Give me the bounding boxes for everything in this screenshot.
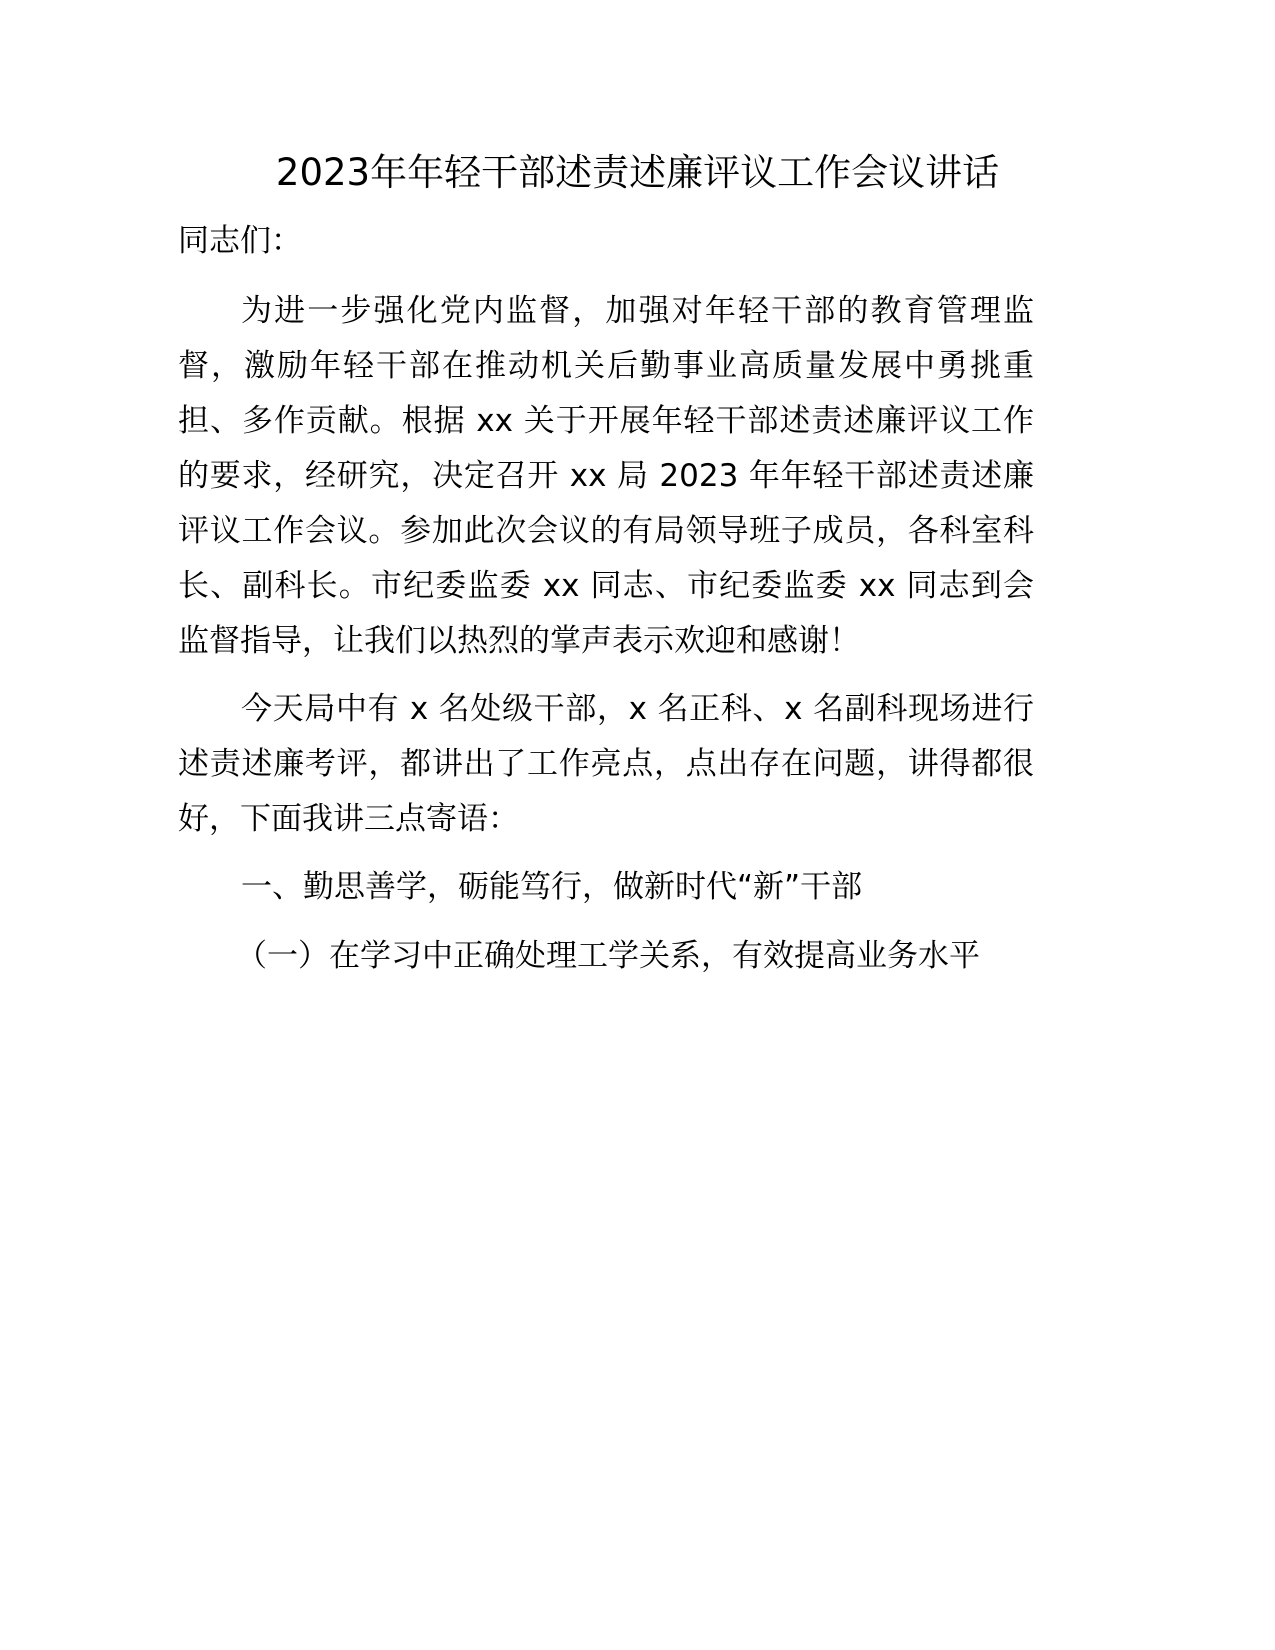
paragraph-line: 为进一步强化党内监督，加强对年轻干部的教育管理监 [241,293,1034,329]
subsection-heading [178,929,1034,984]
paragraph-line: 督，激励年轻干部在推动机关后勤事业高质量发展中勇挑重 [178,348,1034,384]
section-heading [178,860,1034,915]
paragraph-line: 述责述廉考评，都讲出了工作亮点，点出存在问题，讲得都很 [178,746,1034,782]
paragraph-line: 长、副科长。市纪委监委 xx 同志、市纪委监委 xx 同志到会 [178,568,1034,604]
paragraph-line: 评议工作会议。参加此次会议的有局领导班子成员，各科室科 [178,513,1034,549]
paragraph-line: 好，下面我讲三点寄语： [178,801,519,837]
document-title: 2023年年轻干部述责述廉评议工作会议讲话 [275,151,1000,194]
paragraph-2 [178,682,1034,847]
section-heading-text: 一、勤思善学，砺能笃行，做新时代“新”干部 [241,869,863,905]
subsection-heading-text: （一）在学习中正确处理工学关系，有效提高业务水平 [236,938,980,974]
paragraph-line: 今天局中有 x 名处级干部，x 名正科、x 名副科现场进行 [241,691,1034,727]
paragraph-line: 监督指导，让我们以热烈的掌声表示欢迎和感谢！ [178,623,860,659]
paragraph-line: 担、多作贡献。根据 xx 关于开展年轻干部述责述廉评议工作 [178,403,1034,439]
salutation-text: 同志们： [178,223,302,259]
salutation [178,214,1034,269]
paragraph-line: 的要求，经研究，决定召开 xx 局 2023 年年轻干部述责述廉 [178,458,1034,494]
paragraph-1 [178,284,1034,669]
